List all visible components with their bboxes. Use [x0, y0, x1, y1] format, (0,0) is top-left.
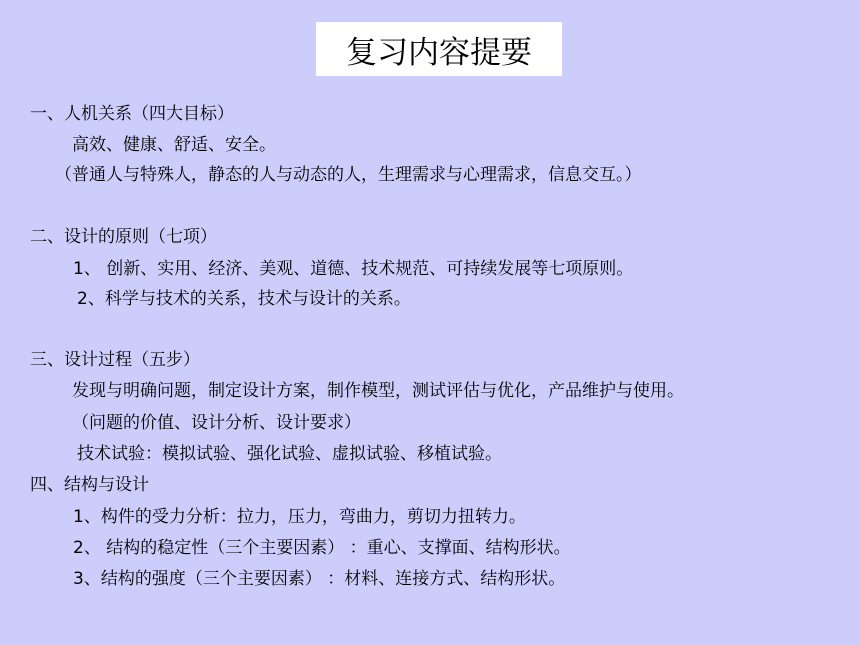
section-heading-2: 二、设计的原则（七项） — [30, 227, 217, 247]
section-1-line-1: 高效、健康、舒适、安全。 — [72, 135, 276, 155]
section-3-line-1: 发现与明确问题，制定设计方案，制作模型，测试评估与优化，产品维护与使用。 — [72, 381, 684, 401]
section-heading-1: 一、人机关系（四大目标） — [30, 104, 234, 124]
section-heading-4: 四、结构与设计 — [30, 475, 149, 495]
section-heading-3: 三、设计过程（五步） — [30, 350, 200, 370]
section-2-line-2: 2、科学与技术的关系，技术与设计的关系。 — [77, 289, 411, 309]
section-4-line-1: 1、构件的受力分析：拉力，压力，弯曲力，剪切力扭转力。 — [73, 507, 526, 527]
section-3-line-3: 技术试验：模拟试验、强化试验、虚拟试验、移植试验。 — [77, 444, 502, 464]
section-1-line-2: （普通人与特殊人，静态的人与动态的人，生理需求与心理需求，信息交互。） — [55, 165, 642, 185]
section-3-line-2: （问题的价值、设计分析、设计要求） — [72, 413, 361, 433]
slide-title: 复习内容提要 — [316, 22, 562, 76]
section-4-line-2: 2、 结构的稳定性（三个主要因素） ：重心、支撑面、结构形状。 — [73, 538, 571, 558]
section-2-line-1: 1、 创新、实用、经济、美观、道德、技术规范、可持续发展等七项原则。 — [73, 259, 634, 279]
section-4-line-3: 3、结构的强度（三个主要因素） ：材料、连接方式、结构形状。 — [73, 569, 566, 589]
